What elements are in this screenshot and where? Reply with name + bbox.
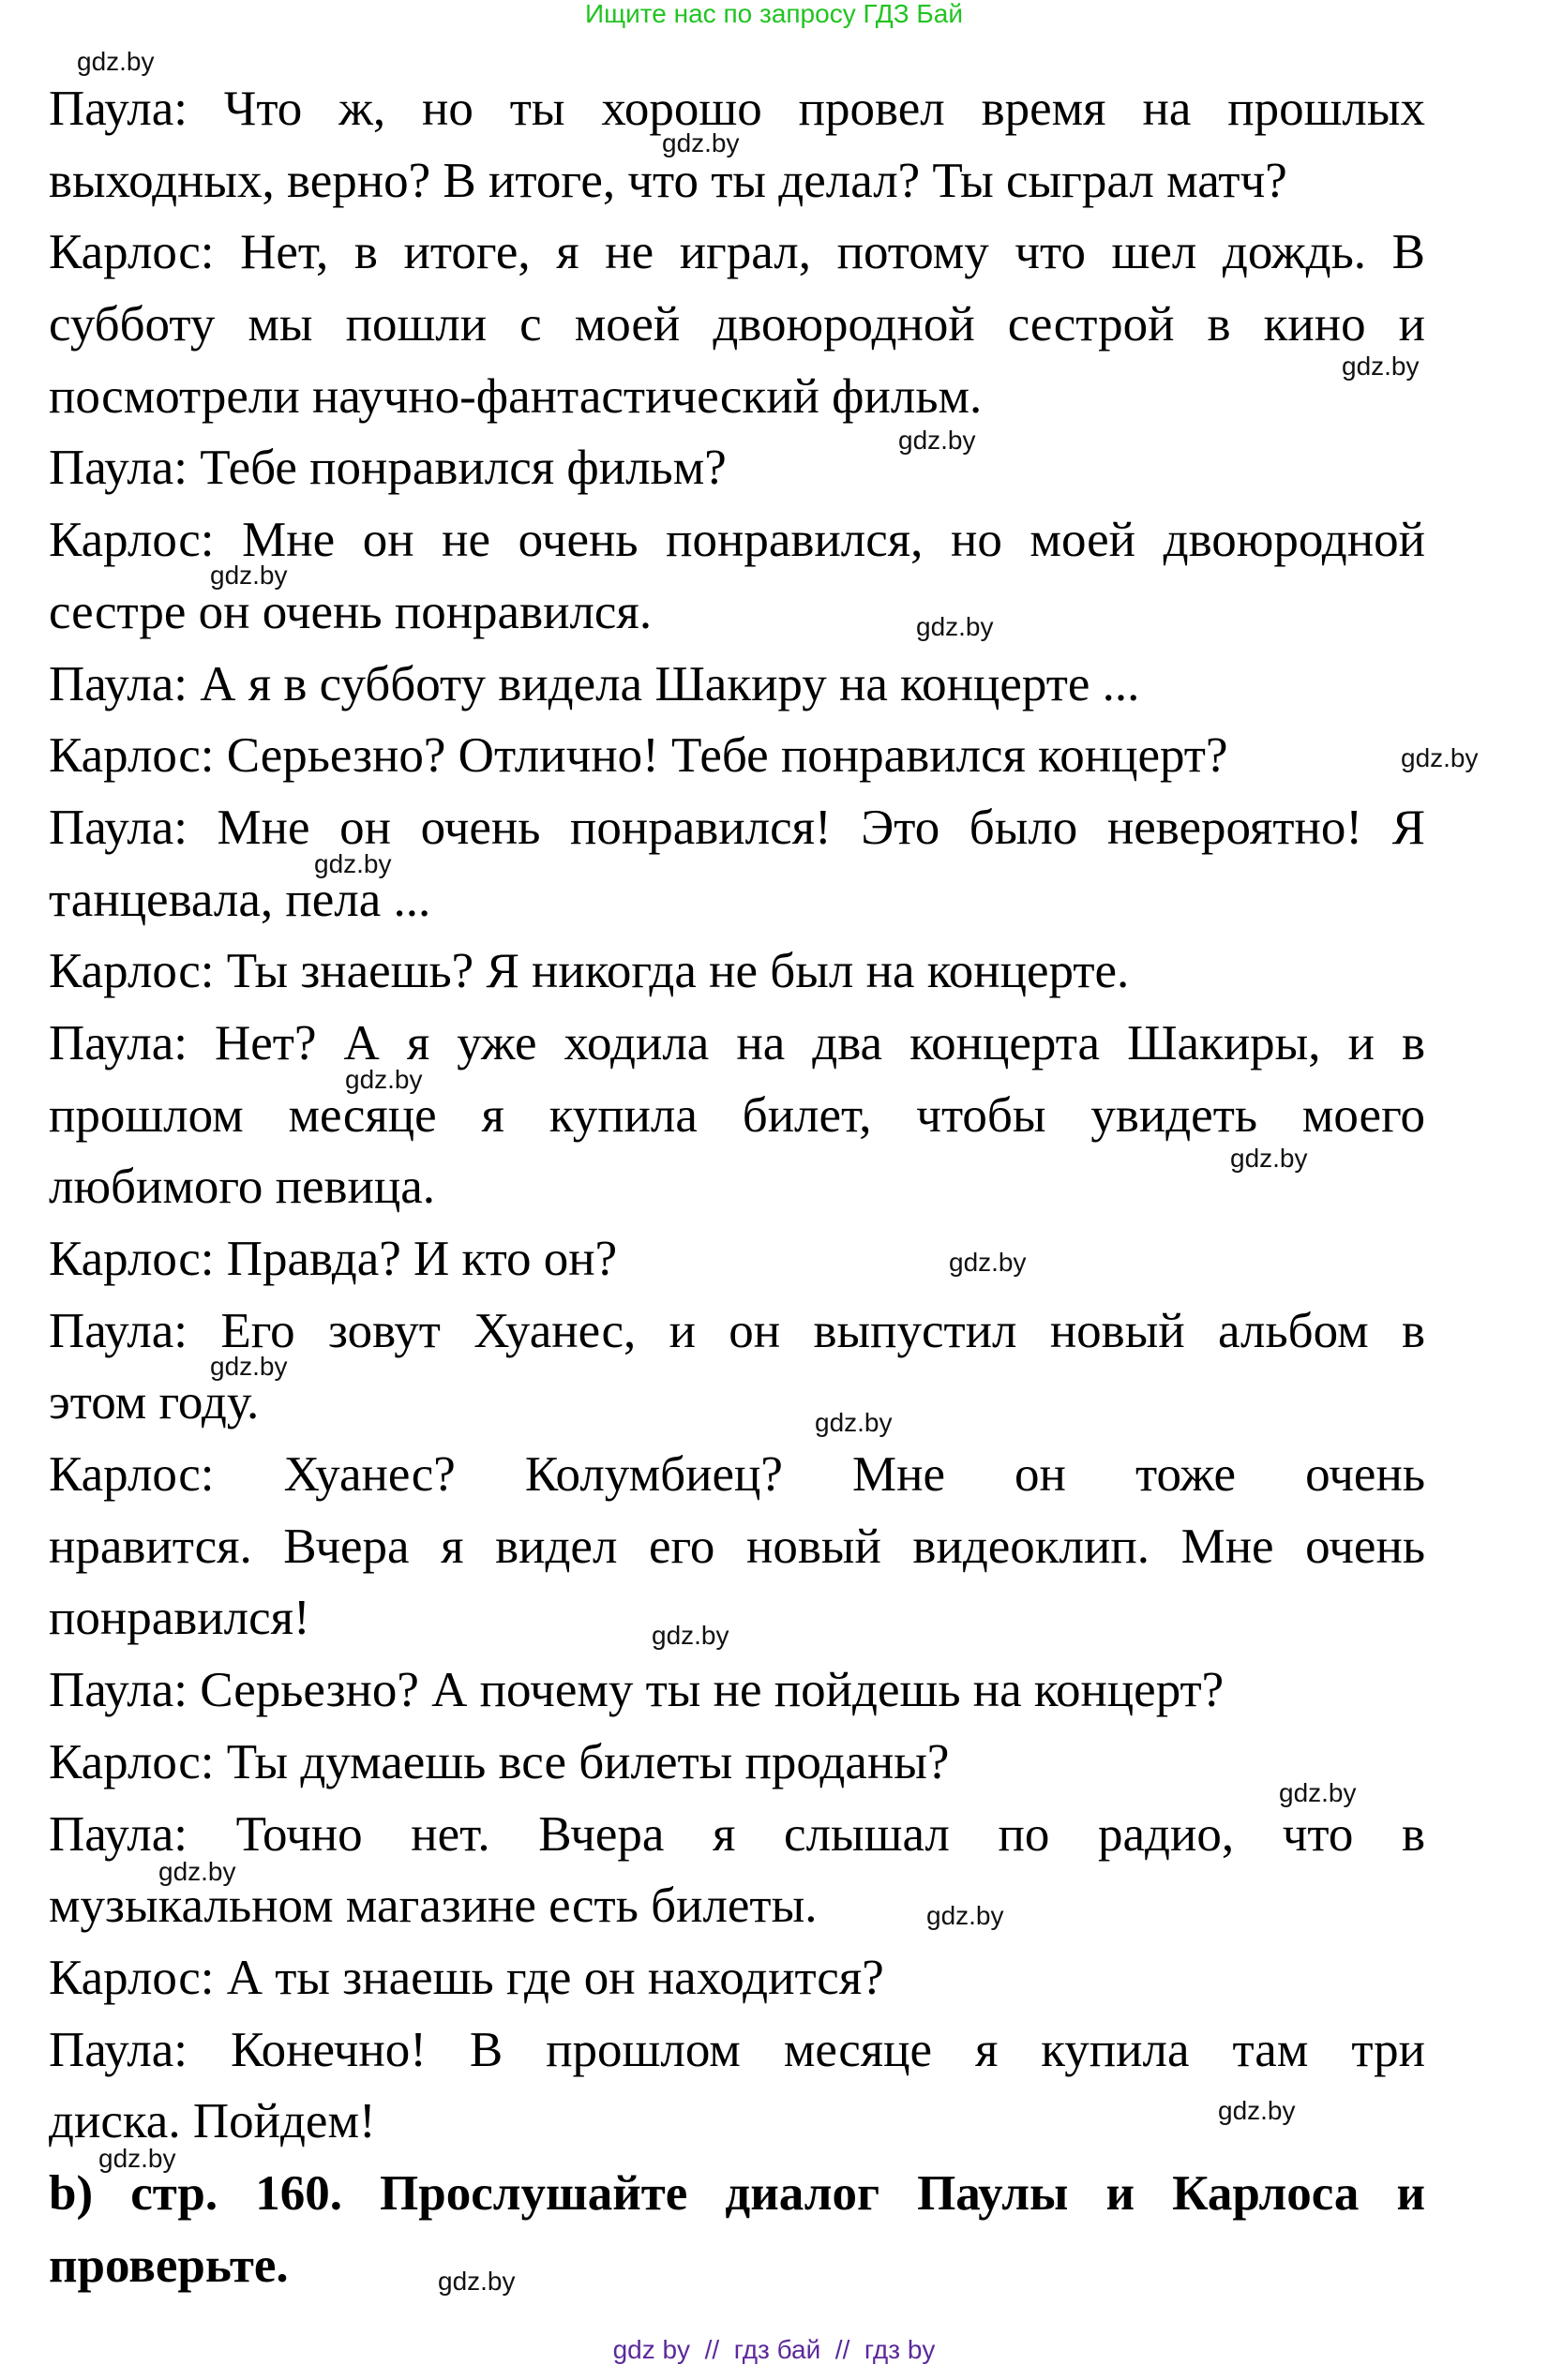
text-line: Карлос: Хуанес? Колумбиец? Мне он тоже очень: [49, 1447, 1425, 1503]
text-line: Паула: Его зовут Хуанес, и он выпустил новый альбом в: [49, 1303, 1425, 1358]
text-line: Паула: Конечно! В прошлом месяце я купила там три: [49, 2022, 1425, 2077]
text-line: любимого певица.: [49, 1160, 435, 1215]
text-line: прошлом месяце я купила билет, чтобы увидеть моего: [49, 1087, 1425, 1143]
text-line: Карлос: Нет, в итоге, я не играл, потому что шел дождь. В: [49, 225, 1425, 280]
watermark: gdz.by: [1279, 1778, 1357, 1807]
text-line: Паула: А я в субботу видела Шакиру на концерте ...: [49, 656, 1140, 711]
text-line: Паула: Нет? А я уже ходила на два концерта Шакиры, и в: [49, 1015, 1425, 1070]
watermark: gdz.by: [1342, 352, 1420, 381]
text-line: музыкальном магазине есть билеты.: [49, 1879, 818, 1934]
text-line: Паула: Мне он очень понравился! Это было невероятно! Я: [49, 800, 1425, 855]
text-line: Карлос: Правда? И кто он?: [49, 1232, 618, 1286]
watermark: gdz.by: [210, 1352, 288, 1381]
text-line: Паула: Серьезно? А почему ты не пойдешь на концерт?: [49, 1663, 1225, 1718]
text-line: понравился!: [49, 1591, 310, 1646]
watermark: gdz.by: [652, 1621, 729, 1650]
text-line: Карлос: Мне он не очень понравился, но моей двоюродной: [49, 513, 1425, 568]
text-line: этом году.: [49, 1375, 260, 1430]
watermark: gdz.by: [1230, 1144, 1308, 1173]
text-line: танцевала, пела ...: [49, 872, 431, 927]
text-line: Карлос: А ты знаешь где он находится?: [49, 1950, 884, 2005]
text-line: сестре он очень понравился.: [49, 584, 653, 639]
task-heading-line: b) стр. 160. Прослушайте диалог Паулы и Карлоса и: [49, 2165, 1425, 2221]
watermark: gdz.by: [77, 47, 155, 76]
watermark: gdz.by: [898, 426, 976, 455]
watermark: gdz.by: [1218, 2096, 1296, 2125]
watermark: gdz.by: [1401, 743, 1479, 772]
text-line: Карлос: Ты знаешь? Я никогда не был на концерте.: [49, 944, 1130, 999]
text-line: диска. Пойдем!: [49, 2094, 376, 2149]
watermark: gdz.by: [926, 1901, 1004, 1930]
text-line: нравится. Вчера я видел его новый видеоклип. Мне очень: [49, 1519, 1425, 1574]
watermark: gdz.by: [662, 128, 740, 157]
text-line: Паула: Что ж, но ты хорошо провел время на прошлых: [49, 82, 1425, 136]
text-line: Паула: Точно нет. Вчера я слышал по радио, что в: [49, 1806, 1425, 1862]
text-line: посмотрели научно-фантастический фильм.: [49, 368, 983, 424]
task-heading-line: проверьте.: [49, 2238, 289, 2293]
text-line: Карлос: Ты думаешь все билеты проданы?: [49, 1734, 950, 1789]
text-line: Карлос: Серьезно? Отлично! Тебе понравился концерт?: [49, 728, 1228, 784]
watermark: gdz.by: [438, 2267, 516, 2296]
watermark: gdz.by: [949, 1248, 1027, 1277]
watermark: gdz.by: [158, 1857, 236, 1886]
watermark: gdz.by: [314, 849, 392, 878]
text-line: Паула: Тебе понравился фильм?: [49, 441, 727, 496]
watermark: gdz.by: [210, 561, 288, 590]
text-line: субботу мы пошли с моей двоюродной сестрой в кино и: [49, 297, 1425, 352]
watermark: gdz.by: [345, 1065, 423, 1094]
footer-links: gdz by // гдз бай // гдз by: [612, 2335, 936, 2364]
text-line: выходных, верно? В итоге, что ты делал? Ты сыграл матч?: [49, 153, 1287, 208]
watermark: gdz.by: [815, 1408, 893, 1437]
watermark: gdz.by: [98, 2144, 176, 2173]
dialogue-text: [49, 73, 1425, 2301]
watermark: gdz.by: [916, 612, 994, 641]
search-banner: Ищите нас по запросу ГДЗ Бай: [584, 0, 964, 28]
